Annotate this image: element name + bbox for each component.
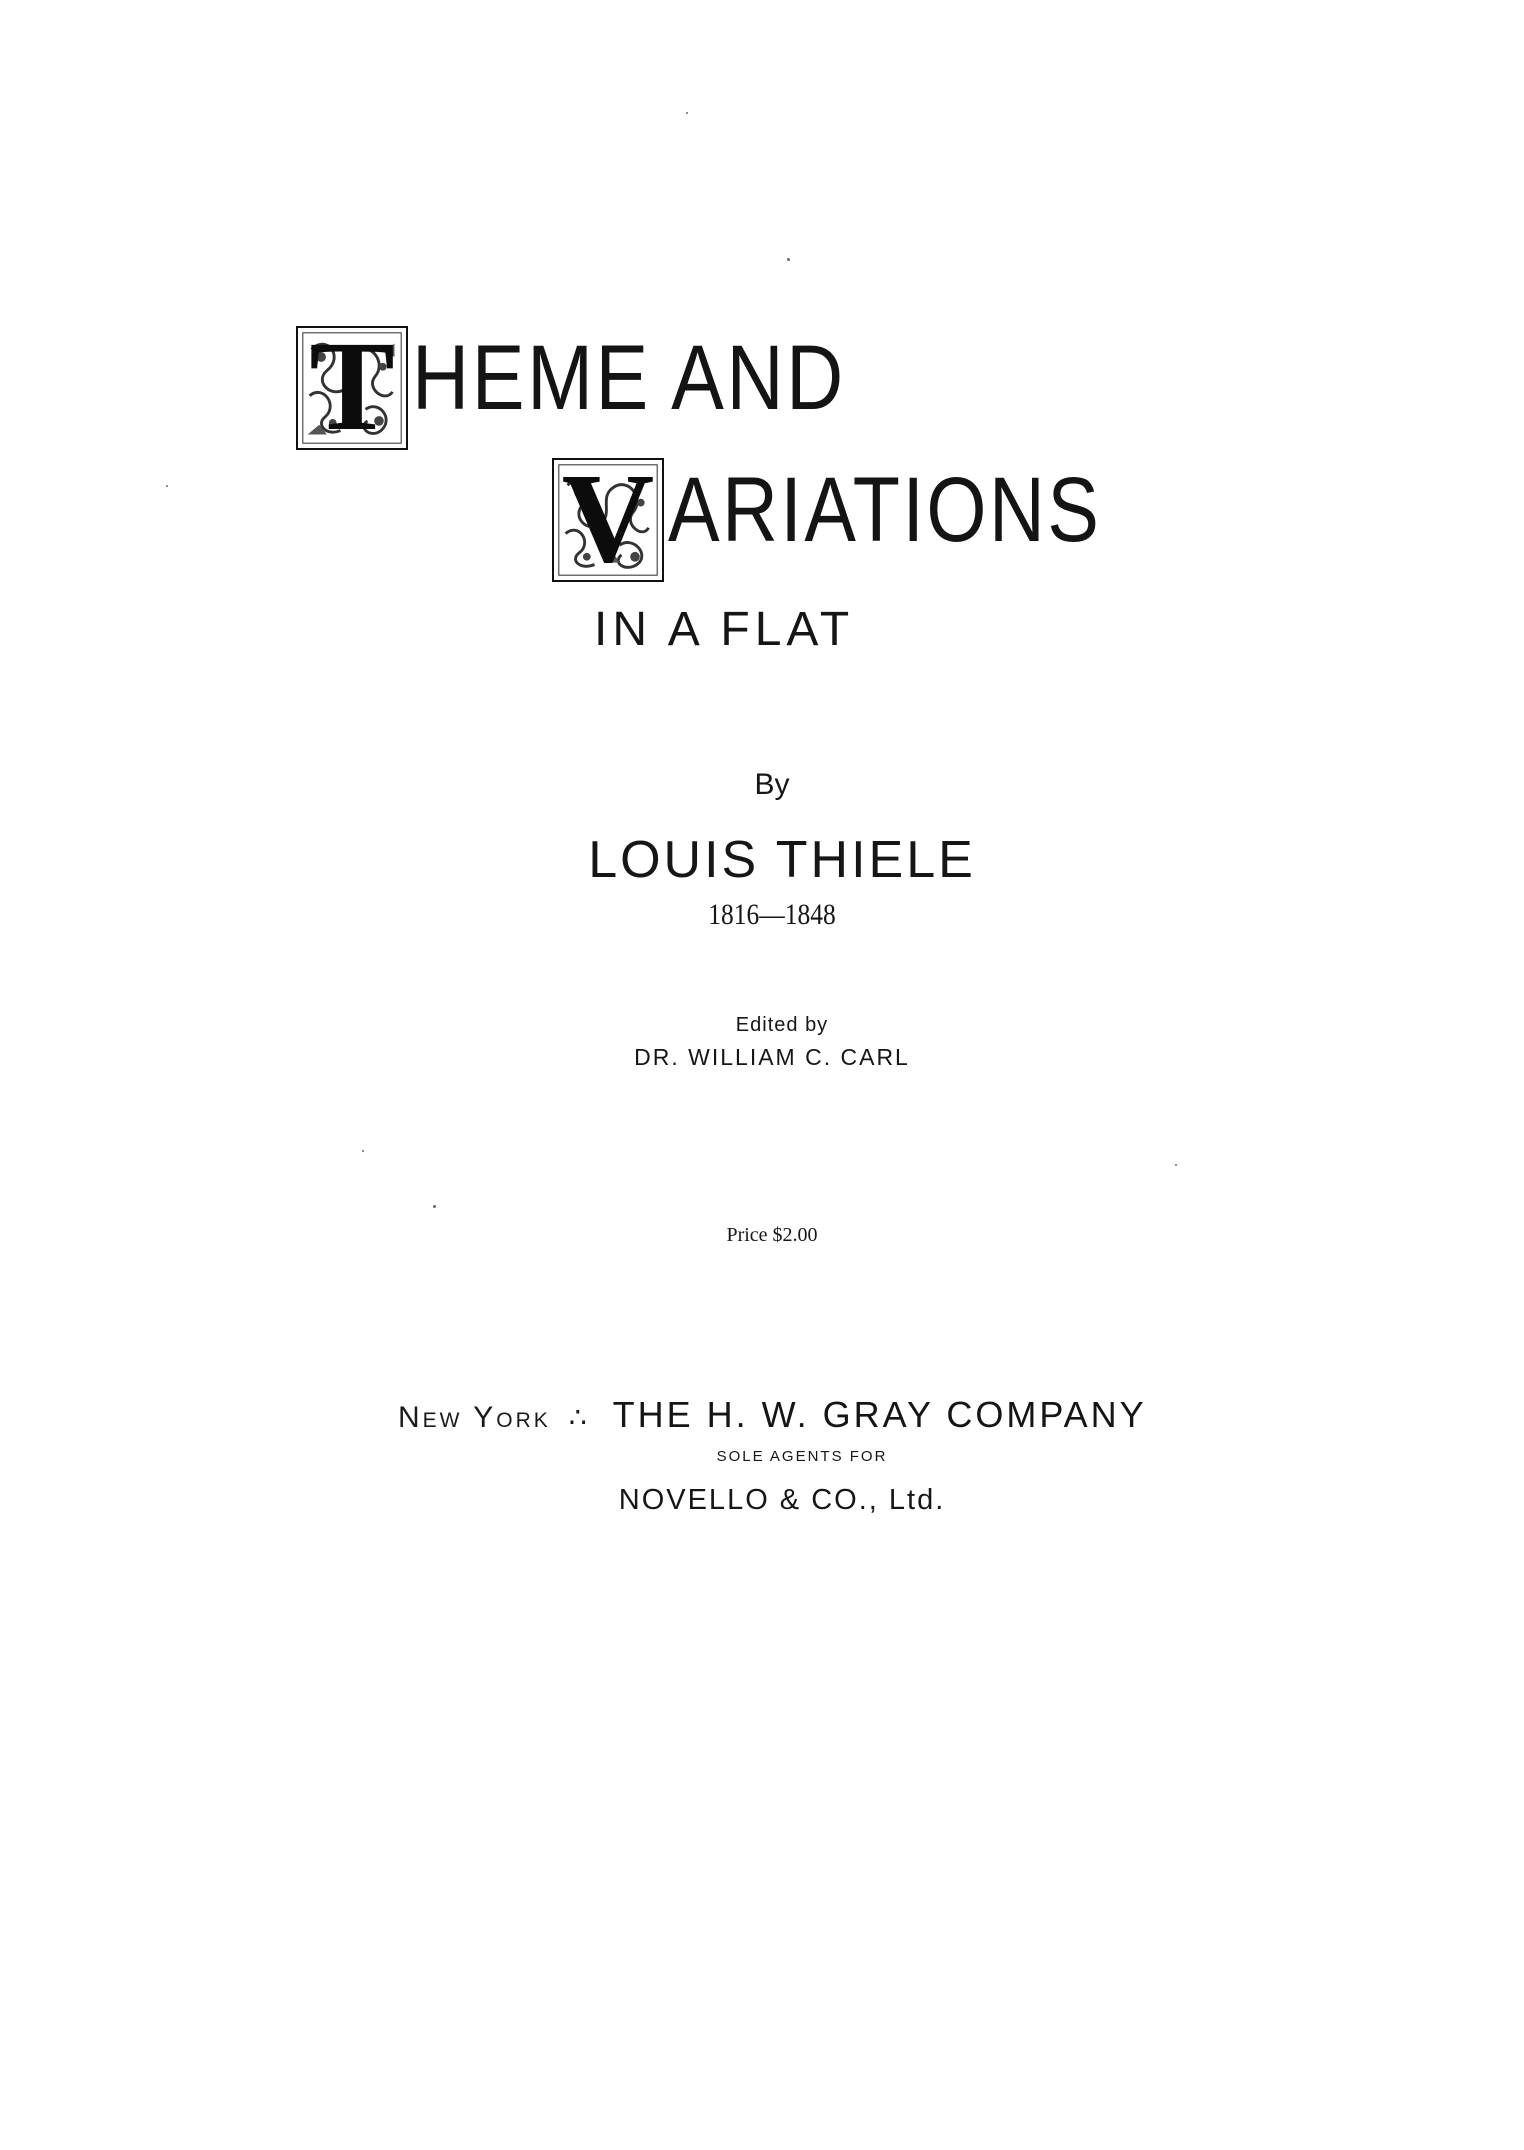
- scan-speck: [1175, 1164, 1177, 1166]
- scan-speck: [433, 1205, 436, 1208]
- publisher-name: THE H. W. GRAY COMPANY: [612, 1394, 1147, 1435]
- price-label: Price $2.00: [726, 1224, 818, 1246]
- ornamental-initial-v: [552, 447, 664, 589]
- agent-name: NOVELLO & CO., Ltd.: [618, 1484, 946, 1516]
- scan-speck: [362, 1150, 364, 1152]
- by-label: By: [754, 768, 790, 801]
- edited-by-label: Edited by: [735, 1014, 829, 1036]
- editor-name: DR. WILLIAM C. CARL: [634, 1044, 910, 1070]
- publisher-city: New York: [398, 1401, 551, 1434]
- composer-name: LOUIS THIELE: [588, 831, 976, 889]
- subtitle-key: IN A FLAT: [594, 603, 855, 656]
- title-line-1: [296, 315, 917, 457]
- title-line-2: [552, 447, 1184, 589]
- title-text-line-2: ARIATIONS: [668, 459, 1102, 561]
- sole-agents-label: SOLE AGENTS FOR: [716, 1448, 888, 1465]
- scan-speck: [787, 258, 790, 261]
- publisher-line: [398, 1394, 1147, 1436]
- title-text-line-1: HEME AND: [412, 327, 846, 429]
- scan-speck: [686, 112, 688, 114]
- ornamental-initial-t: [296, 315, 408, 457]
- initial-letter-t: T: [309, 315, 395, 457]
- composer-dates: 1816—1848: [708, 898, 836, 931]
- scan-speck: [166, 485, 168, 487]
- initial-letter-v: V: [561, 447, 655, 589]
- separator-mark: ∴: [568, 1402, 587, 1433]
